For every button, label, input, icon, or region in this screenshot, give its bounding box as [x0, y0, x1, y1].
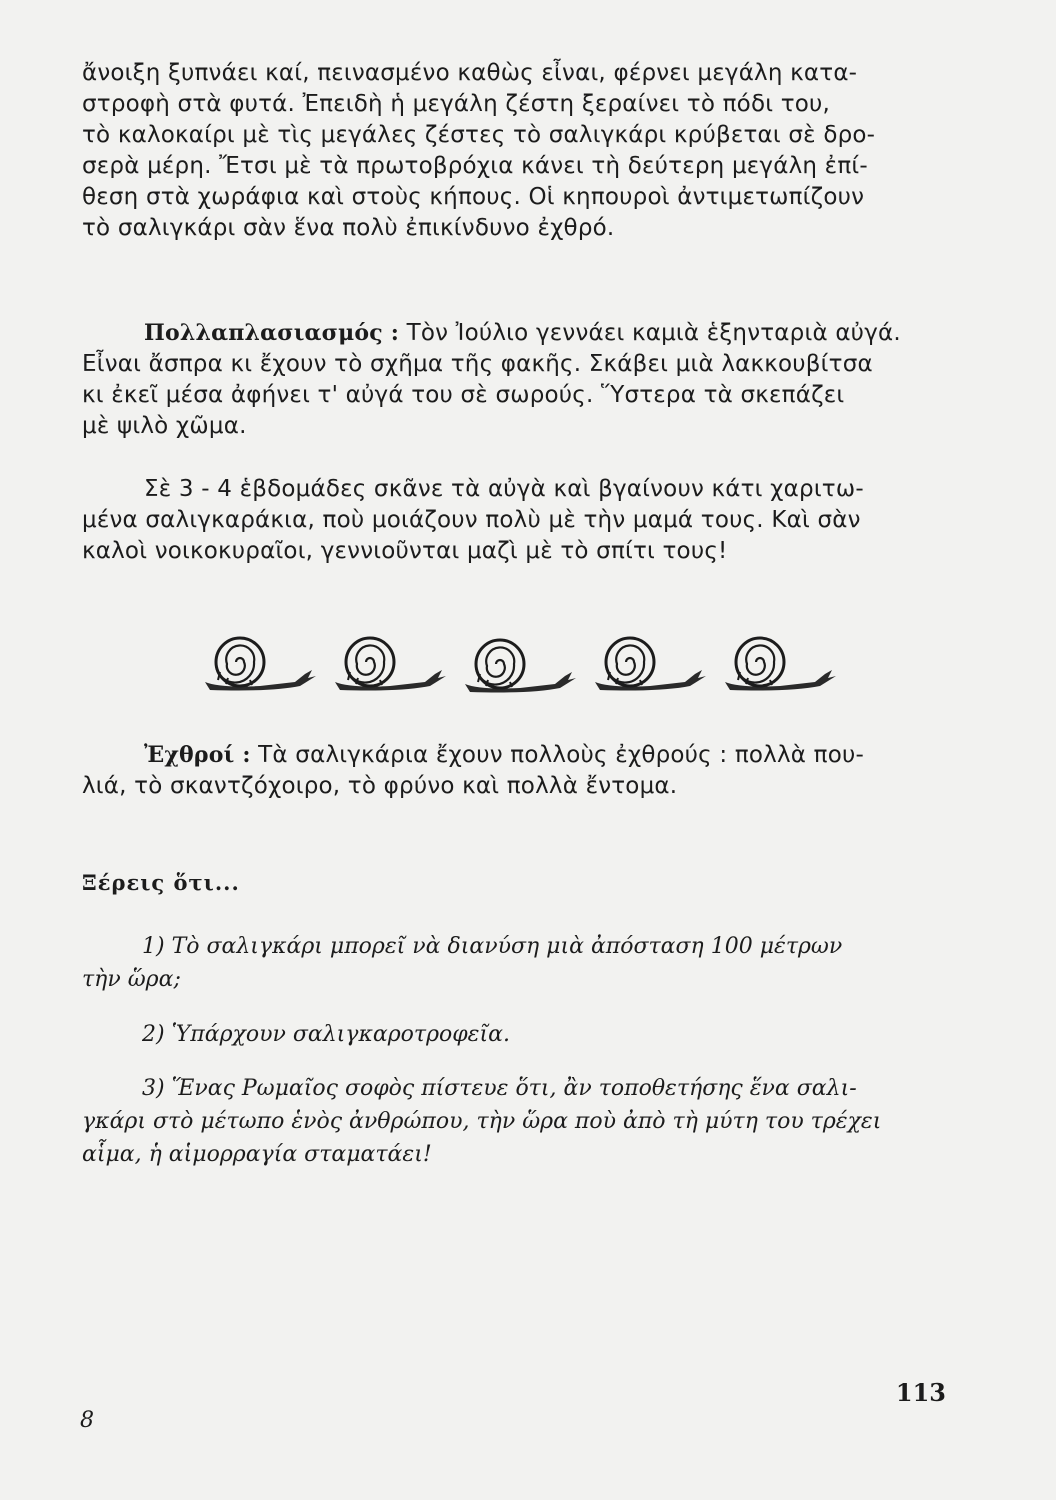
reproduction-heading: Πολλαπλασιασμός : [144, 320, 400, 346]
text-line: μένα σαλιγκαράκια, ποὺ μοιάζουν πολὺ μὲ τὴν μαμά τους. Καὶ σὰν [82, 507, 861, 533]
text-line: Εἶναι ἄσπρα κι ἔχουν τὸ σχῆμα τῆς φακῆς. Σκάβει μιὰ λακκουβίτσα [82, 351, 873, 377]
text-line: γκάρι στὸ μέτωπο ἑνὸς ἀνθρώπου, τὴν ὥρα ποὺ ἀπὸ τὴ μύτη του τρέχει [82, 1109, 882, 1134]
snail-icon [205, 638, 316, 691]
paragraph-hatching [82, 474, 962, 567]
text-line: τὸ καλοκαίρι μὲ τὶς μεγάλες ζέστες τὸ σαλιγκάρι κρύβεται σὲ δρο- [82, 122, 876, 148]
snail-icon [725, 638, 836, 691]
enemies-heading: Ἐχθροί : [144, 742, 251, 768]
text-line: στροφὴ στὰ φυτά. Ἐπειδὴ ἡ μεγάλη ζέστη ξεραίνει τὸ πόδι του, [82, 91, 831, 117]
text-line: θεση στὰ χωράφια καὶ στοὺς κήπους. Οἱ κηπουροὶ ἀντιμετωπίζουν [82, 184, 865, 210]
fact-item [82, 930, 962, 996]
signature-mark: 8 [80, 1408, 94, 1433]
text-line: καλοὶ νοικοκυραῖοι, γεννιοῦνται μαζὶ μὲ τὸ σπίτι τους! [82, 538, 728, 564]
text-line: κι ἐκεῖ μέσα ἀφήνει τ' αὐγά του σὲ σωρούς. Ὕστερα τὰ σκεπάζει [82, 382, 845, 408]
paragraph-intro [82, 58, 962, 244]
fact-item [82, 1018, 962, 1051]
snail-icon [335, 638, 446, 691]
text-line: λιά, τὸ σκαντζόχοιρο, τὸ φρύνο καὶ πολλὰ ἔντομα. [82, 773, 678, 799]
text-fragment: Τὸν Ἰούλιο γεννάει καμιὰ ἑξηνταριὰ αὐγά. [399, 320, 901, 346]
text-line: 3) Ἕνας Ρωμαῖος σοφὸς πίστευε ὅτι, ἂν τοποθετήσης ἕνα σαλι- [142, 1076, 857, 1101]
text-line: τὴν ὥρα; [82, 967, 181, 992]
text-line [82, 740, 962, 771]
fact-item [82, 1072, 962, 1171]
text-line: τὸ σαλιγκάρι σὰν ἕνα πολὺ ἐπικίνδυνο ἐχθρό. [82, 215, 615, 241]
did-you-know-heading: Ξέρεις ὅτι... [82, 870, 240, 895]
text-line: αἷμα, ἡ αἱμορραγία σταματάει! [82, 1142, 432, 1167]
page-number: 113 [895, 1378, 946, 1407]
snail-icon [465, 640, 576, 693]
text-line: 2) Ὑπάρχουν σαλιγκαροτροφεῖα. [142, 1022, 510, 1047]
text-line: 1) Τὸ σαλιγκάρι μπορεῖ νὰ διανύση μιὰ ἀπόσταση 100 μέτρων [142, 934, 843, 959]
text-fragment: Τὰ σαλιγκάρια ἔχουν πολλοὺς ἐχθρούς : πολλὰ που- [250, 742, 864, 768]
text-line: Σὲ 3 - 4 ἑβδομάδες σκᾶνε τὰ αὐγὰ καὶ βγαίνουν κάτι χαριτω- [144, 476, 864, 502]
snail-illustration [200, 630, 860, 700]
text-line: μὲ ψιλὸ χῶμα. [82, 413, 247, 439]
paragraph-enemies [82, 740, 962, 802]
text-line [82, 318, 962, 349]
text-line: ἄνοιξη ξυπνάει καί, πεινασμένο καθὼς εἶναι, φέρνει μεγάλη κατα- [82, 60, 858, 86]
text-line: σερὰ μέρη. Ἔτσι μὲ τὰ πρωτοβρόχια κάνει τὴ δεύτερη μεγάλη ἐπί- [82, 153, 868, 179]
paragraph-reproduction [82, 318, 962, 442]
snail-icon [595, 638, 706, 691]
